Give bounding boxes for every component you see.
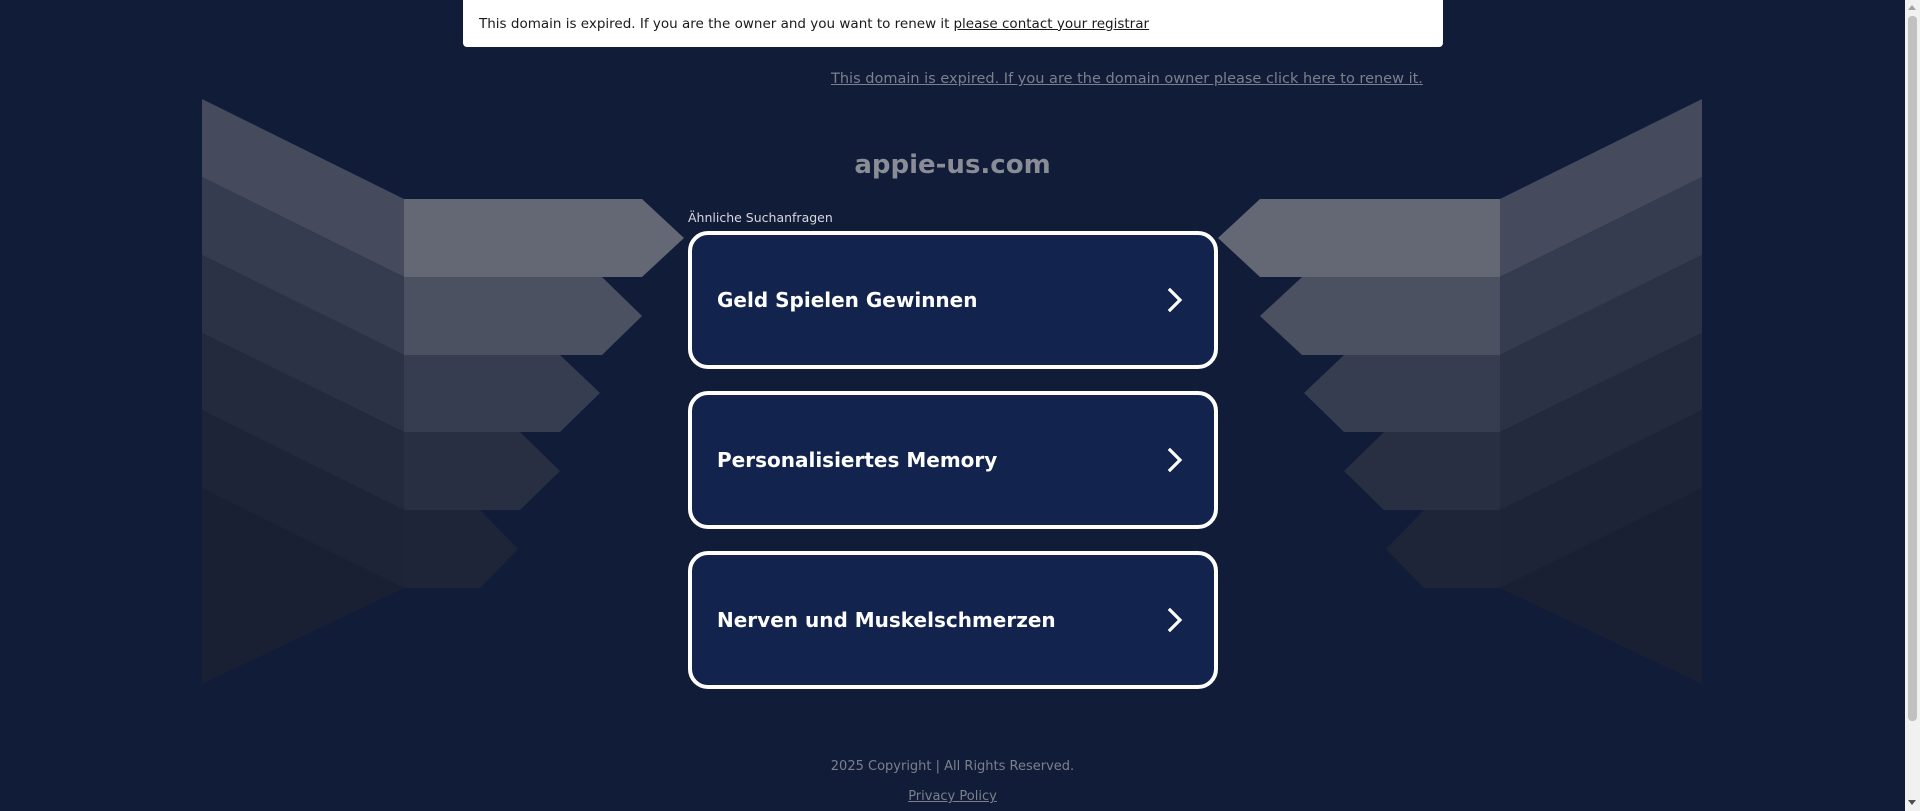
search-card-label: Personalisiertes Memory — [717, 448, 998, 472]
chevron-right-icon — [1162, 447, 1188, 473]
footer-copyright: 2025 Copyright | All Rights Reserved. — [830, 759, 1075, 774]
search-card-label: Geld Spielen Gewinnen — [717, 288, 978, 312]
scroll-down-icon[interactable] — [1908, 800, 1916, 805]
footer-privacy — [0, 789, 1905, 804]
search-card-1[interactable] — [688, 231, 1218, 369]
chevron-right-icon — [1162, 607, 1188, 633]
vertical-scrollbar[interactable] — [1905, 0, 1920, 811]
chevron-right-icon — [1162, 287, 1188, 313]
scrollbar-thumb[interactable] — [1908, 16, 1917, 721]
expired-domain-banner — [463, 0, 1443, 47]
search-card-2[interactable] — [688, 391, 1218, 529]
contact-registrar-link[interactable]: please contact your registrar — [953, 15, 1150, 32]
related-searches-label: Ähnliche Suchanfragen — [688, 210, 833, 225]
search-card-label: Nerven und Muskelschmerzen — [717, 608, 1056, 632]
renew-domain-link[interactable]: This domain is expired. If you are the domain owner please click here to renew it. — [831, 71, 1423, 87]
search-card-3[interactable] — [688, 551, 1218, 689]
banner-text: This domain is expired. If you are the owner and you want to renew it — [479, 15, 950, 32]
domain-title: appie-us.com — [854, 150, 1051, 180]
privacy-policy-link[interactable]: Privacy Policy — [908, 789, 997, 804]
scroll-up-icon[interactable] — [1908, 5, 1916, 10]
